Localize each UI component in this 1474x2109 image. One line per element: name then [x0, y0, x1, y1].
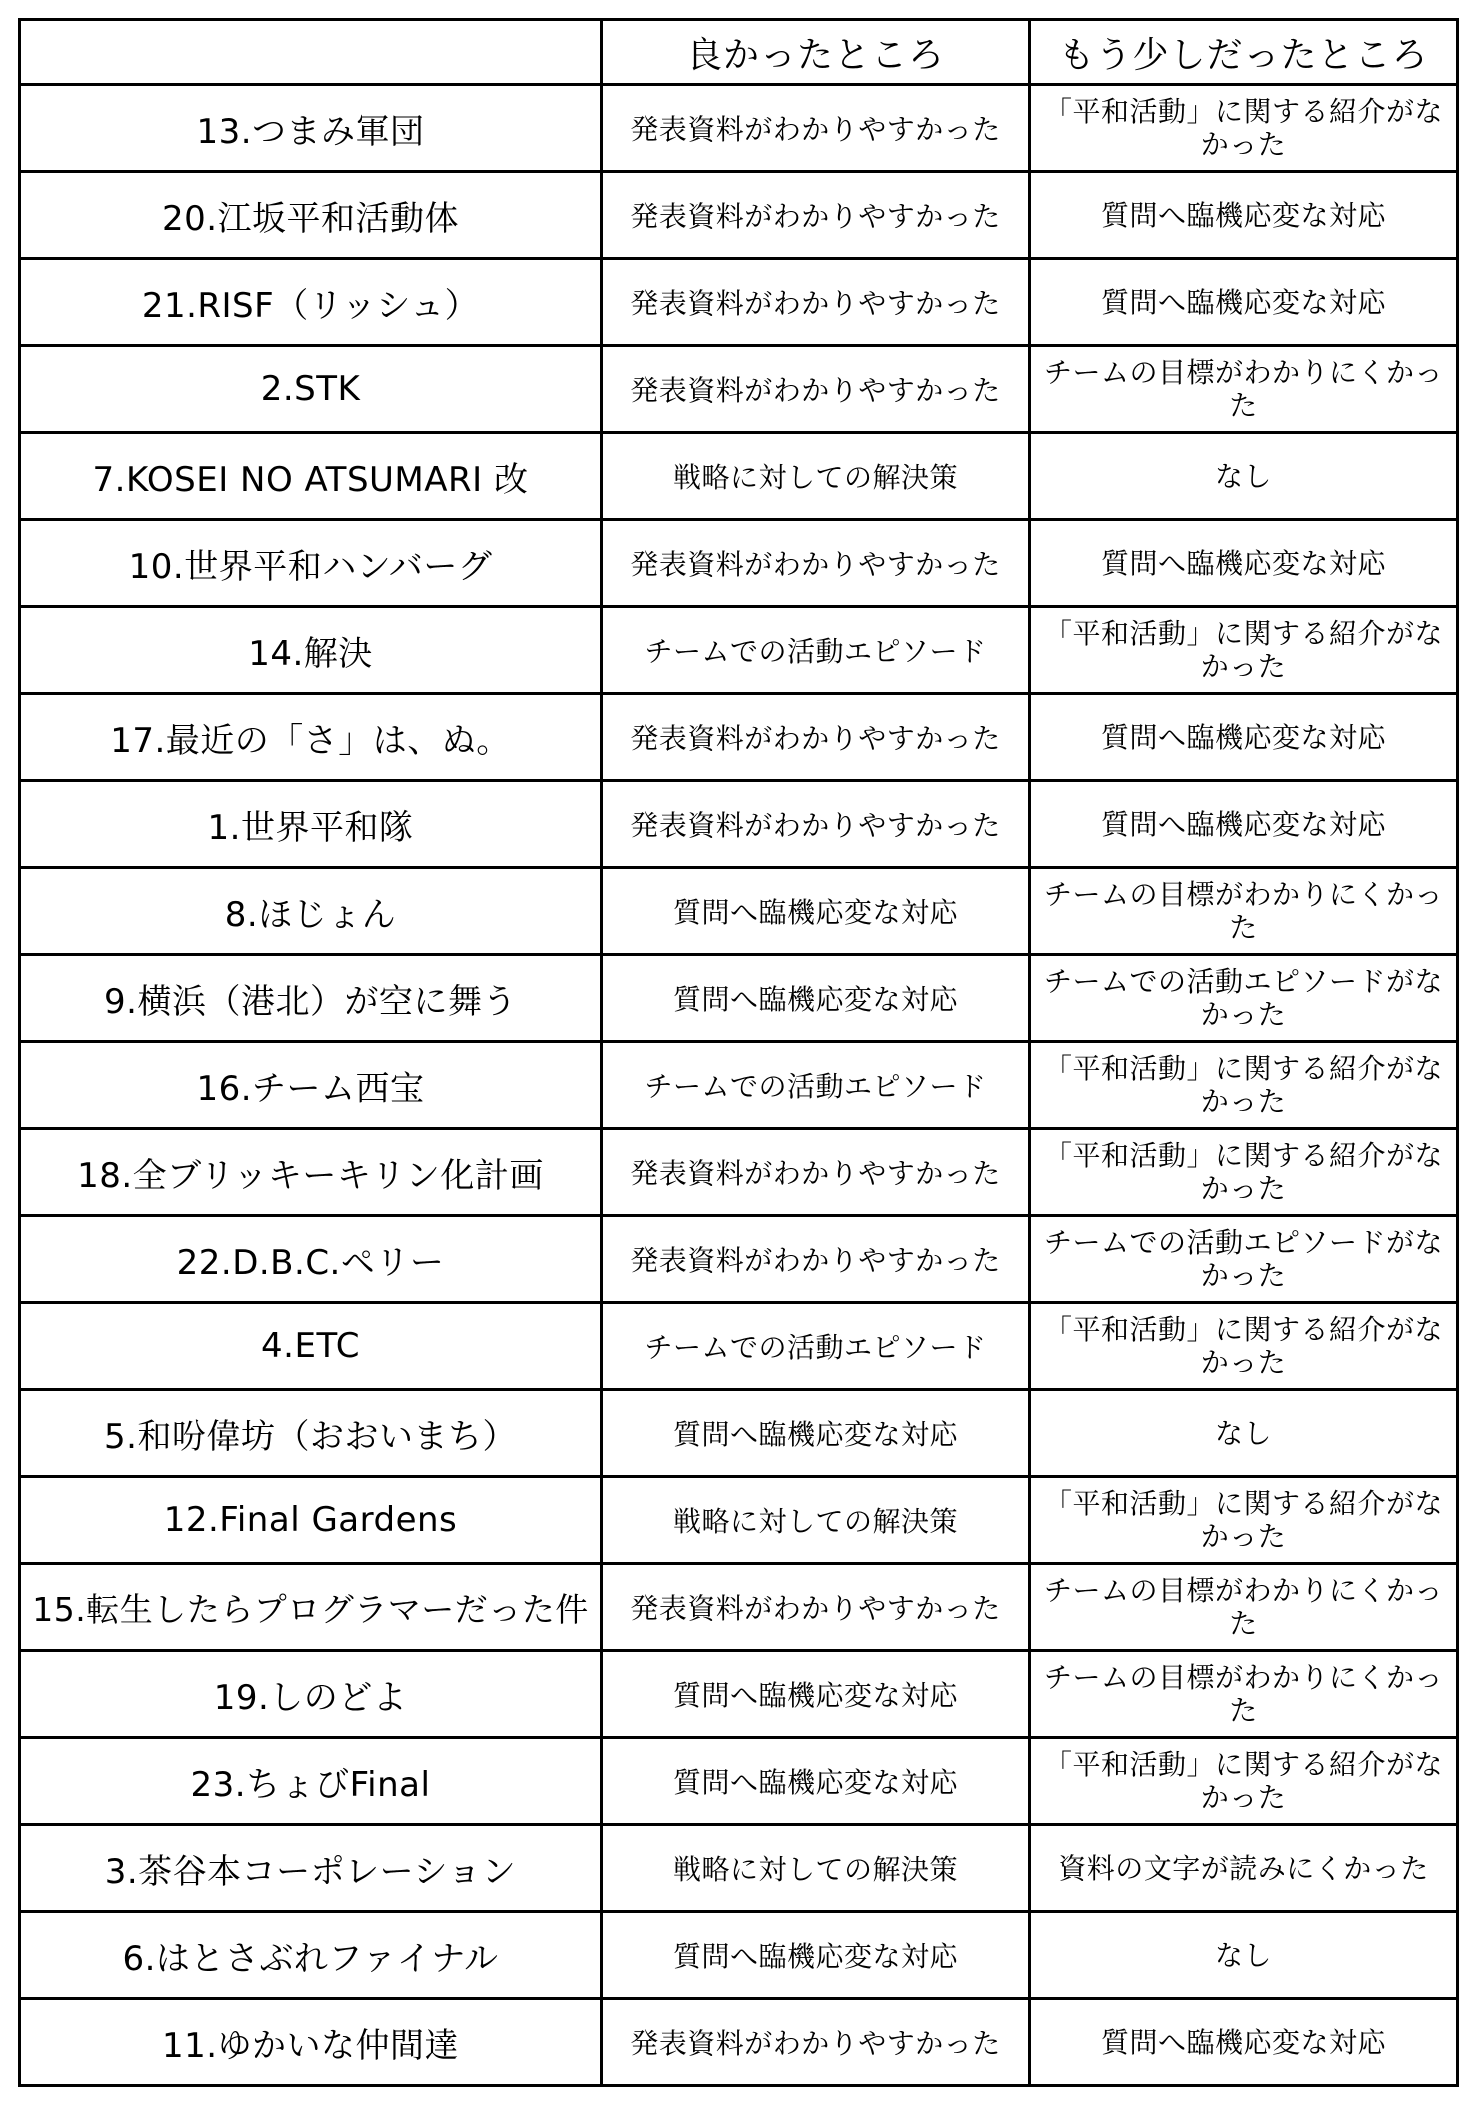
improvement-point-cell: チームでの活動エピソードがなかった [1030, 1216, 1458, 1303]
team-name-cell: 1.世界平和隊 [20, 781, 602, 868]
good-point-cell: チームでの活動エピソード [602, 1042, 1030, 1129]
good-point-cell: 質問へ臨機応変な対応 [602, 868, 1030, 955]
table-row [20, 1129, 1458, 1216]
table-row [20, 346, 1458, 433]
team-name-cell: 9.横浜（港北）が空に舞う [20, 955, 602, 1042]
team-name-cell: 18.全ブリッキーキリン化計画 [20, 1129, 602, 1216]
table-row [20, 781, 1458, 868]
team-name-cell: 20.江坂平和活動体 [20, 172, 602, 259]
good-point-cell: 質問へ臨機応変な対応 [602, 1912, 1030, 1999]
team-name-cell: 21.RISF（リッシュ） [20, 259, 602, 346]
table-row [20, 1999, 1458, 2086]
improvement-point-cell: 質問へ臨機応変な対応 [1030, 259, 1458, 346]
team-name-cell: 2.STK [20, 346, 602, 433]
team-name-cell: 11.ゆかいな仲間達 [20, 1999, 602, 2086]
header-improvement-points: もう少しだったところ [1030, 20, 1458, 85]
improvement-point-cell: 「平和活動」に関する紹介がなかった [1030, 1303, 1458, 1390]
team-name-cell: 17.最近の「さ」は、ぬ。 [20, 694, 602, 781]
table-row [20, 1477, 1458, 1564]
team-name-cell: 19.しのどよ [20, 1651, 602, 1738]
good-point-cell: 発表資料がわかりやすかった [602, 520, 1030, 607]
table-row [20, 1738, 1458, 1825]
team-name-cell: 22.D.B.C.ペリー [20, 1216, 602, 1303]
table-row [20, 1303, 1458, 1390]
table-row [20, 1564, 1458, 1651]
good-point-cell: 質問へ臨機応変な対応 [602, 1738, 1030, 1825]
header-team [20, 20, 602, 85]
table-row [20, 259, 1458, 346]
improvement-point-cell: 質問へ臨機応変な対応 [1030, 520, 1458, 607]
improvement-point-cell: 質問へ臨機応変な対応 [1030, 781, 1458, 868]
good-point-cell: 戦略に対しての解決策 [602, 1825, 1030, 1912]
header-good-points: 良かったところ [602, 20, 1030, 85]
good-point-cell: チームでの活動エピソード [602, 607, 1030, 694]
header-row [20, 20, 1458, 85]
good-point-cell: 質問へ臨機応変な対応 [602, 955, 1030, 1042]
table-body [20, 85, 1458, 2086]
good-point-cell: 発表資料がわかりやすかった [602, 1564, 1030, 1651]
team-name-cell: 13.つまみ軍団 [20, 85, 602, 172]
table-row [20, 1912, 1458, 1999]
improvement-point-cell: 質問へ臨機応変な対応 [1030, 172, 1458, 259]
table-row [20, 607, 1458, 694]
good-point-cell: 発表資料がわかりやすかった [602, 346, 1030, 433]
table-row [20, 433, 1458, 520]
good-point-cell: 発表資料がわかりやすかった [602, 781, 1030, 868]
improvement-point-cell: チームでの活動エピソードがなかった [1030, 955, 1458, 1042]
team-name-cell: 5.和吩偉坊（おおいまち） [20, 1390, 602, 1477]
improvement-point-cell: チームの目標がわかりにくかった [1030, 346, 1458, 433]
improvement-point-cell: チームの目標がわかりにくかった [1030, 1564, 1458, 1651]
improvement-point-cell: 「平和活動」に関する紹介がなかった [1030, 607, 1458, 694]
improvement-point-cell: 「平和活動」に関する紹介がなかった [1030, 1738, 1458, 1825]
good-point-cell: 発表資料がわかりやすかった [602, 85, 1030, 172]
team-name-cell: 3.茶谷本コーポレーション [20, 1825, 602, 1912]
improvement-point-cell: 資料の文字が読みにくかった [1030, 1825, 1458, 1912]
team-name-cell: 4.ETC [20, 1303, 602, 1390]
good-point-cell: 発表資料がわかりやすかった [602, 1129, 1030, 1216]
good-point-cell: 戦略に対しての解決策 [602, 433, 1030, 520]
table-row [20, 1216, 1458, 1303]
table-row [20, 1042, 1458, 1129]
improvement-point-cell: チームの目標がわかりにくかった [1030, 868, 1458, 955]
table-row [20, 520, 1458, 607]
improvement-point-cell: 「平和活動」に関する紹介がなかった [1030, 85, 1458, 172]
good-point-cell: 発表資料がわかりやすかった [602, 259, 1030, 346]
team-name-cell: 15.転生したらプログラマーだった件 [20, 1564, 602, 1651]
team-name-cell: 23.ちょびFinal [20, 1738, 602, 1825]
table-row [20, 1651, 1458, 1738]
team-name-cell: 8.ほじょん [20, 868, 602, 955]
improvement-point-cell: 質問へ臨機応変な対応 [1030, 1999, 1458, 2086]
good-point-cell: 質問へ臨機応変な対応 [602, 1390, 1030, 1477]
table-row [20, 955, 1458, 1042]
team-name-cell: 7.KOSEI NO ATSUMARI 改 [20, 433, 602, 520]
good-point-cell: チームでの活動エピソード [602, 1303, 1030, 1390]
team-name-cell: 10.世界平和ハンバーグ [20, 520, 602, 607]
table-row [20, 172, 1458, 259]
team-name-cell: 14.解決 [20, 607, 602, 694]
table-row [20, 1825, 1458, 1912]
table-row [20, 85, 1458, 172]
table-row [20, 694, 1458, 781]
good-point-cell: 質問へ臨機応変な対応 [602, 1651, 1030, 1738]
table-row [20, 868, 1458, 955]
improvement-point-cell: 質問へ臨機応変な対応 [1030, 694, 1458, 781]
good-point-cell: 戦略に対しての解決策 [602, 1477, 1030, 1564]
good-point-cell: 発表資料がわかりやすかった [602, 172, 1030, 259]
good-point-cell: 発表資料がわかりやすかった [602, 1216, 1030, 1303]
team-name-cell: 12.Final Gardens [20, 1477, 602, 1564]
feedback-table [18, 18, 1459, 2087]
team-name-cell: 6.はとさぶれファイナル [20, 1912, 602, 1999]
improvement-point-cell: なし [1030, 1912, 1458, 1999]
improvement-point-cell: チームの目標がわかりにくかった [1030, 1651, 1458, 1738]
improvement-point-cell: 「平和活動」に関する紹介がなかった [1030, 1129, 1458, 1216]
improvement-point-cell: 「平和活動」に関する紹介がなかった [1030, 1477, 1458, 1564]
table-row [20, 1390, 1458, 1477]
table-header [20, 20, 1458, 85]
improvement-point-cell: なし [1030, 433, 1458, 520]
good-point-cell: 発表資料がわかりやすかった [602, 694, 1030, 781]
good-point-cell: 発表資料がわかりやすかった [602, 1999, 1030, 2086]
improvement-point-cell: なし [1030, 1390, 1458, 1477]
team-name-cell: 16.チーム西宝 [20, 1042, 602, 1129]
improvement-point-cell: 「平和活動」に関する紹介がなかった [1030, 1042, 1458, 1129]
